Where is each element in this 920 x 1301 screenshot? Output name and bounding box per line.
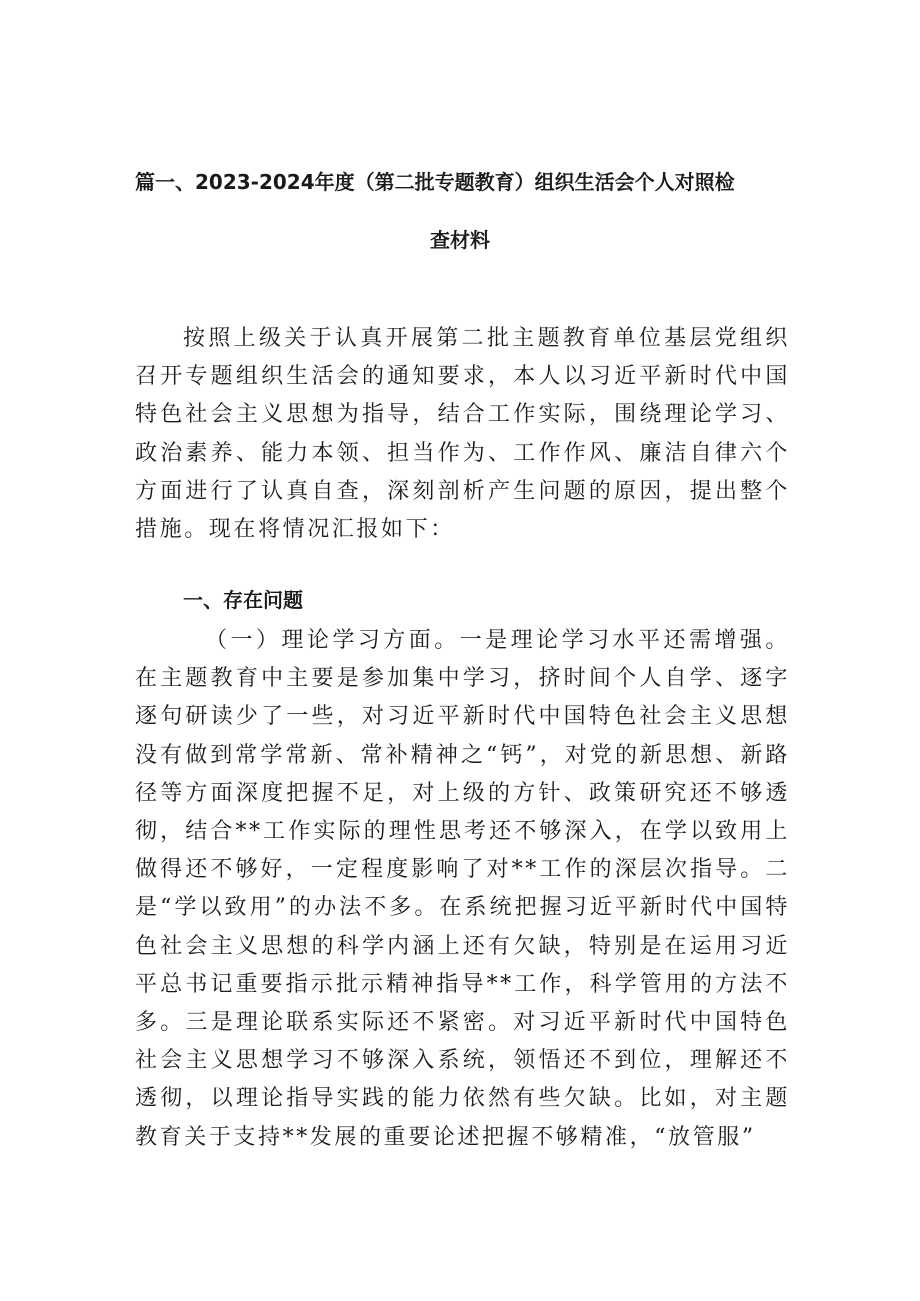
section-heading-problems: 一、存在问题 (183, 588, 303, 612)
section-paragraph-theory-study: （一）理论学习方面。一是理论学习水平还需增强。在主题教育中主要是参加集中学习，挤时间个人自学、逐字逐句研读少了一些，对习近平新时代中国特色社会主义思想没有做到常学常新、常补精神之“钙”，对党的新思想、新路径等方面深度把握不足，对上级的方针、政策研究还不够透彻，结合**工作实际的理性思考还不够深入，在学以致用上做得还不够好，一定程度影响了对**工作的深层次指导。二是“学以致用”的办法不多。在系统把握习近平新时代中国特色社会主义思想的科学内涵上还有欠缺，特别是在运用习近平总书记重要指示批示精神指导**工作，科学管用的方法不多。三是理论联系实际还不紧密。对习近平新时代中国特色社会主义思想学习不够深入系统，领悟还不到位，理解还不透彻，以理论指导实践的能力依然有些欠缺。比如，对主题教育关于支持**发展的重要论述把握不够精准，“放管服” (135, 628, 790, 1150)
document-title-line1: 篇一、2023-2024年度（第二批专题教育）组织生活会个人对照检 (135, 170, 735, 194)
intro-paragraph: 按照上级关于认真开展第二批主题教育单位基层党组织召开专题组织生活会的通知要求，本人以习近平新时代中国特色社会主义思想为指导，结合工作实际，围绕理论学习、政治素养、能力本领、担当作为、工作作风、廉洁自律六个方面进行了认真自查，深刻剖析产生问题的原因，提出整个措施。现在将情况汇报如下： (135, 326, 790, 543)
document-title-line2: 查材料 (430, 228, 490, 252)
